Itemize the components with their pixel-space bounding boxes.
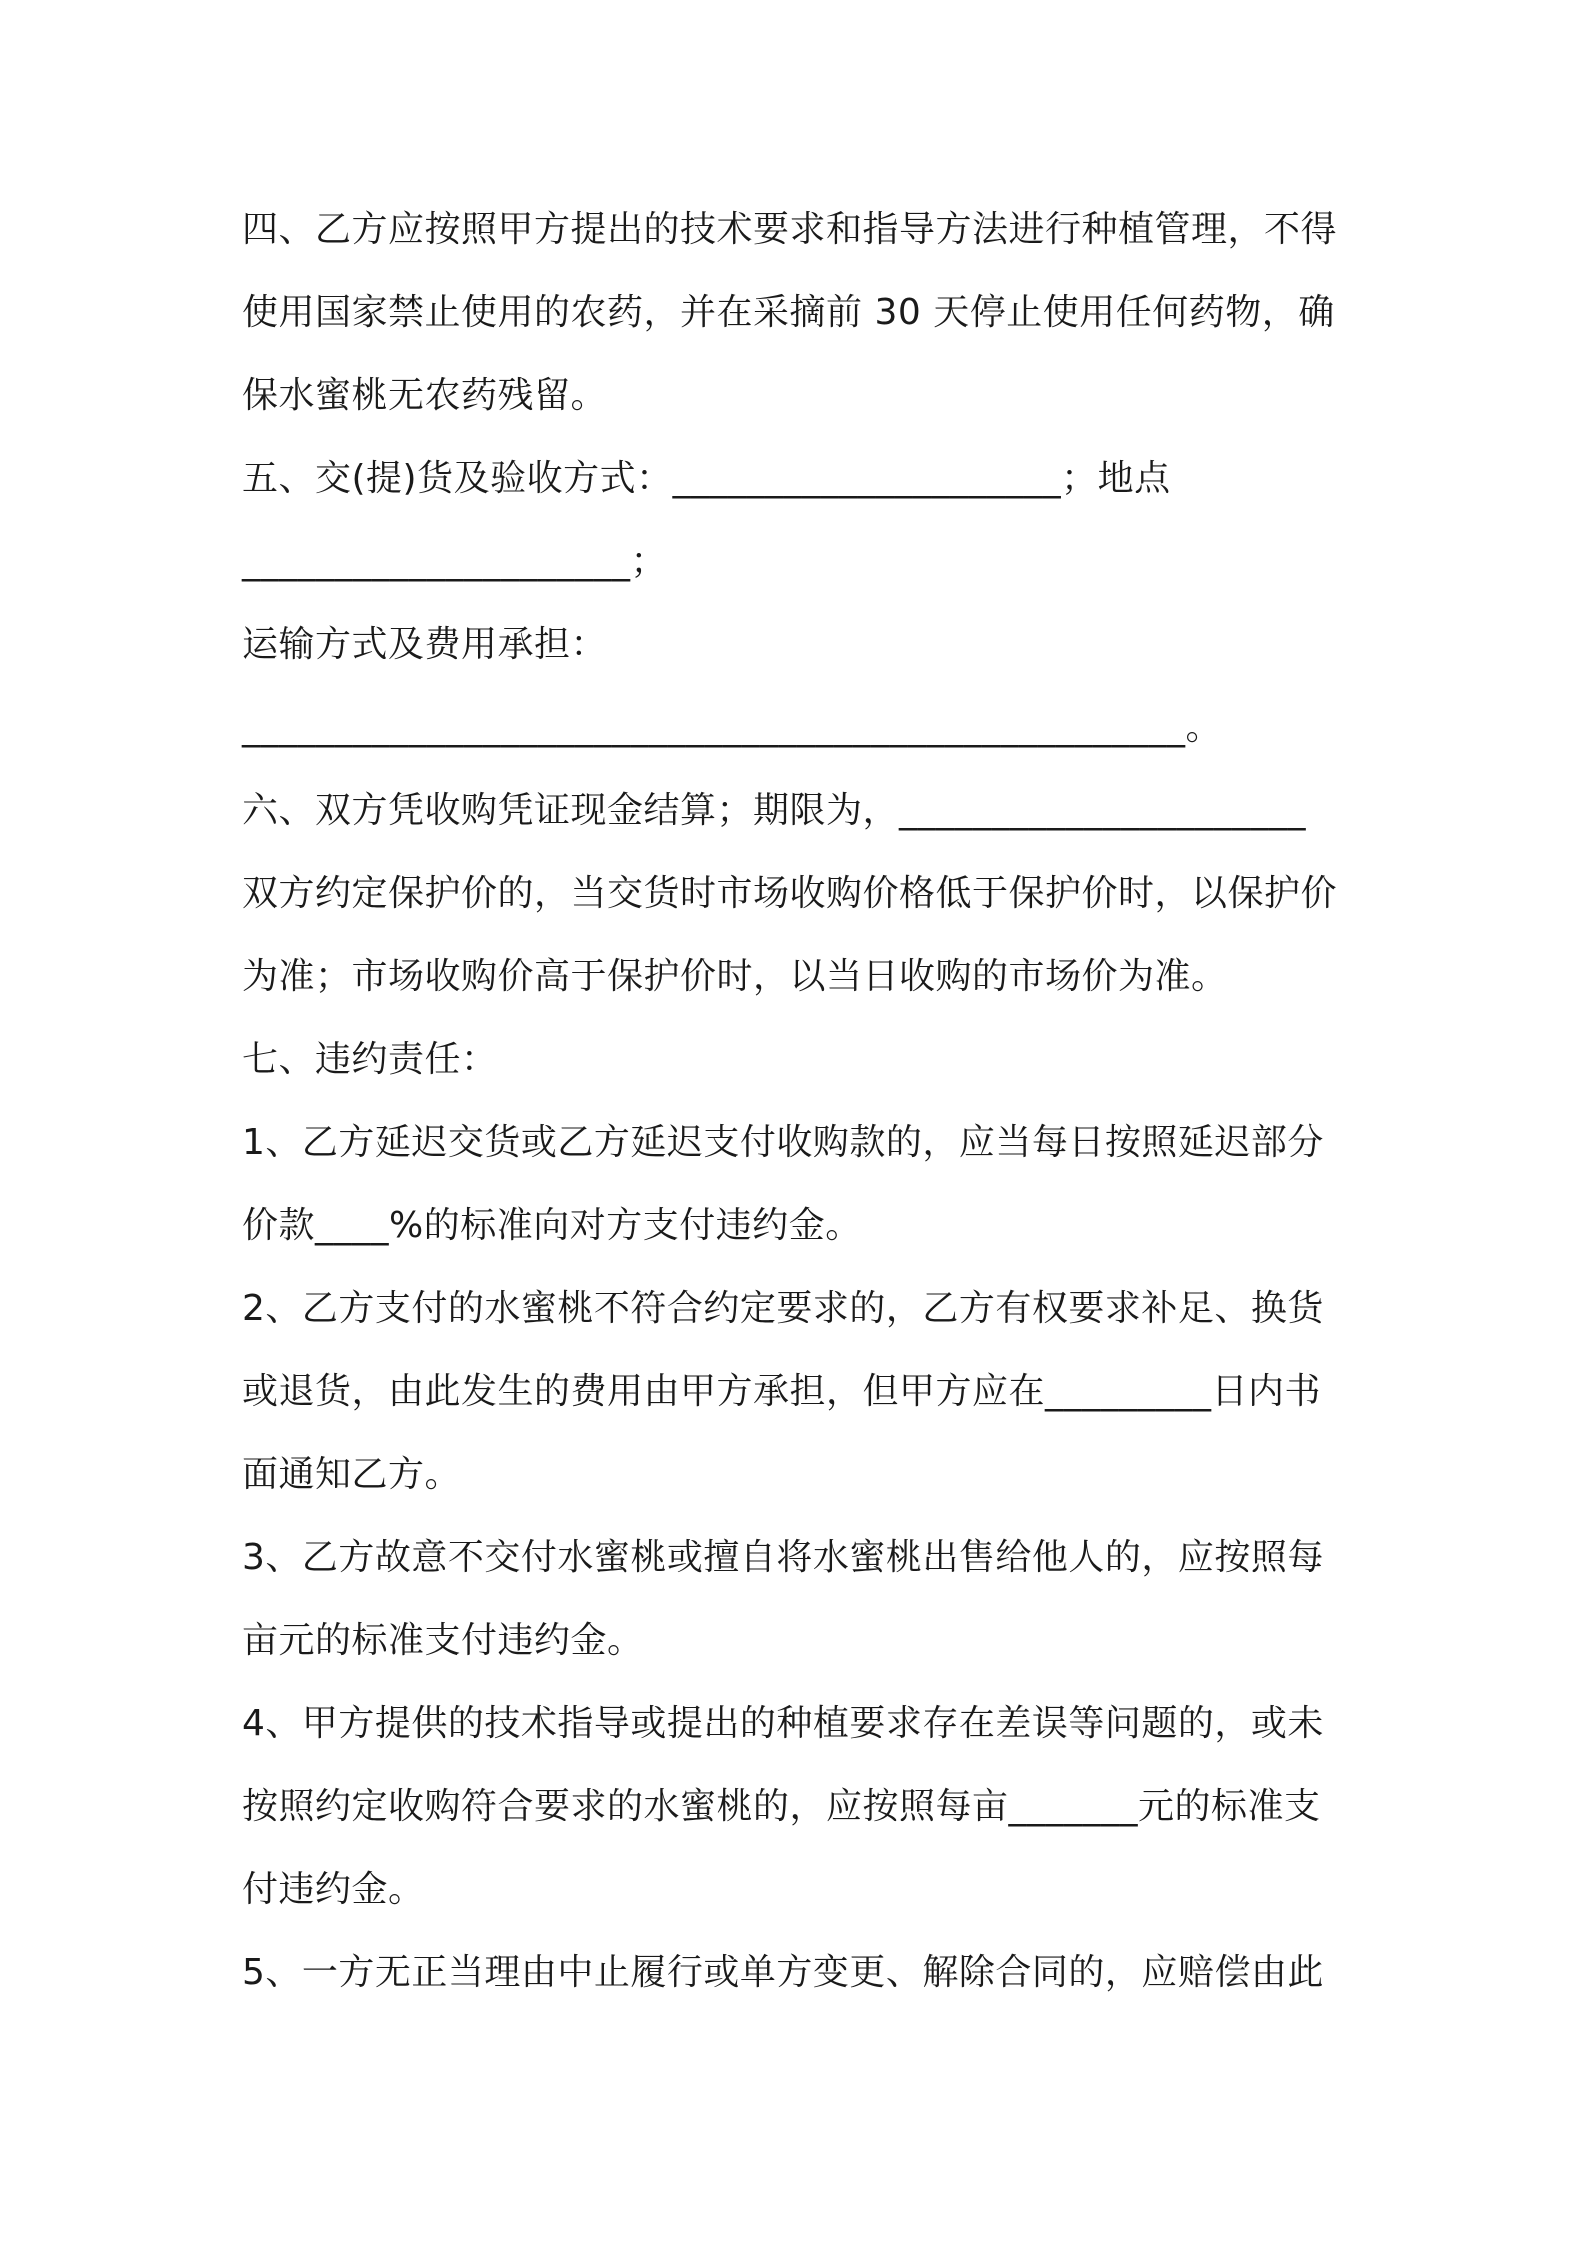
text-line: 4、甲方提供的技术指导或提出的种植要求存在差误等问题的，或未 (242, 1703, 1324, 1744)
text-line: 四、乙方应按照甲方提出的技术要求和指导方法进行种植管理，不得 (242, 209, 1338, 250)
text-line: 按照约定收购符合要求的水蜜桃的，应按照每亩_______元的标准支 (242, 1786, 1321, 1827)
text-line: 5、一方无正当理由中止履行或单方变更、解除合同的，应赔偿由此 (242, 1952, 1324, 1993)
text-line: 1、乙方延迟交货或乙方延迟支付收购款的，应当每日按照延迟部分 (242, 1122, 1324, 1163)
text-line: 运输方式及费用承担： (242, 624, 608, 665)
text-line: 面通知乙方。 (242, 1454, 462, 1495)
text-line: 2、乙方支付的水蜜桃不符合约定要求的，乙方有权要求补足、换货 (242, 1288, 1324, 1329)
text-line: 为准；市场收购价高于保护价时，以当日收购的市场价为准。 (242, 956, 1228, 997)
text-line: ___________________________________________________。 (242, 707, 1222, 748)
text-line: 价款____%的标准向对方支付违约金。 (242, 1205, 862, 1246)
text-line: 保水蜜桃无农药残留。 (242, 375, 608, 416)
text-line: 亩元的标准支付违约金。 (242, 1620, 644, 1661)
text-line: 六、双方凭收购凭证现金结算；期限为，______________________ (242, 790, 1307, 831)
text-line: 或退货，由此发生的费用由甲方承担，但甲方应在_________日内书 (242, 1371, 1322, 1412)
text-line: _____________________； (242, 541, 667, 582)
text-line: 使用国家禁止使用的农药，并在采摘前 30 天停止使用任何药物，确 (242, 292, 1335, 333)
text-line: 七、违约责任： (242, 1039, 498, 1080)
text-line: 3、乙方故意不交付水蜜桃或擅自将水蜜桃出售给他人的，应按照每 (242, 1537, 1324, 1578)
text-line: 双方约定保护价的，当交货时市场收购价格低于保护价时，以保护价 (242, 873, 1338, 914)
text-line: 付违约金。 (242, 1869, 425, 1910)
text-line: 五、交(提)货及验收方式：_____________________；地点 (242, 458, 1171, 499)
